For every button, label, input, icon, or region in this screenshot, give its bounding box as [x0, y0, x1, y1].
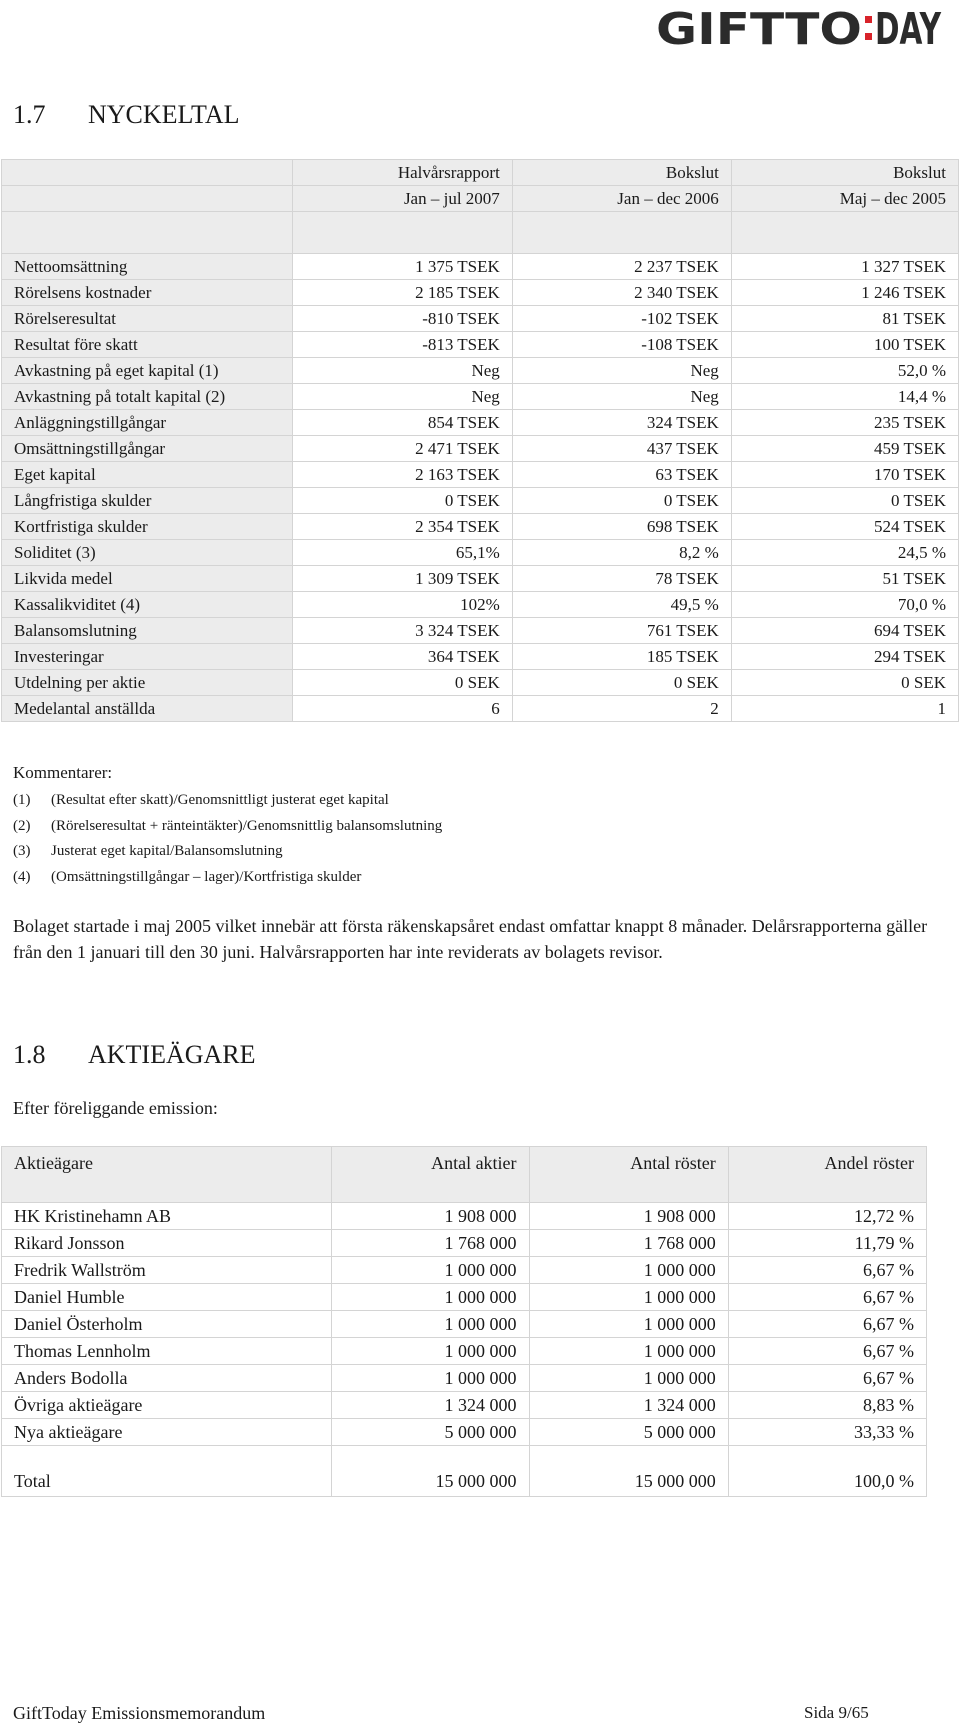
logo-colon-dot-top — [865, 16, 872, 23]
antal-aktier: 1 000 000 — [332, 1338, 529, 1365]
aktieagare-row — [2, 1284, 927, 1311]
header-col-1: Halvårsrapport — [293, 160, 513, 186]
antal-roster: 1 000 000 — [529, 1365, 728, 1392]
aktieagare-row — [2, 1392, 927, 1419]
antal-roster: 5 000 000 — [529, 1419, 728, 1446]
row-value: 0 SEK — [512, 670, 731, 696]
comment-item — [13, 814, 943, 840]
comment-item — [13, 865, 943, 891]
nyckeltal-header-row — [2, 160, 959, 186]
nyckeltal-row — [2, 540, 959, 566]
antal-aktier: 1 908 000 — [332, 1203, 529, 1230]
antal-roster: 1 000 000 — [529, 1338, 728, 1365]
aktieagare-total-row — [2, 1446, 927, 1497]
comment-text: (Resultat efter skatt)/Genomsnittligt justerat eget kapital — [51, 792, 389, 808]
row-value: 2 471 TSEK — [293, 436, 513, 462]
shareholder-name: Nya aktieägare — [2, 1419, 332, 1446]
header-col-2-period: Jan – dec 2006 — [512, 186, 731, 212]
row-label: Långfristiga skulder — [2, 488, 293, 514]
row-value: 2 354 TSEK — [293, 514, 513, 540]
giftoday-logo — [656, 4, 942, 50]
aktieagare-row — [2, 1230, 927, 1257]
row-value: 294 TSEK — [731, 644, 958, 670]
antal-roster: 1 000 000 — [529, 1284, 728, 1311]
row-label: Rörelsens kostnader — [2, 280, 293, 306]
row-value: 0 TSEK — [731, 488, 958, 514]
row-value: 51 TSEK — [731, 566, 958, 592]
nyckeltal-row — [2, 436, 959, 462]
row-value: 8,2 % — [512, 540, 731, 566]
row-value: 100 TSEK — [731, 332, 958, 358]
aktieagare-row — [2, 1257, 927, 1284]
nyckeltal-row — [2, 280, 959, 306]
aktieagare-row — [2, 1365, 927, 1392]
antal-aktier: 15 000 000 — [332, 1446, 529, 1497]
andel-roster: 100,0 % — [728, 1446, 926, 1497]
comment-number: (4) — [13, 868, 31, 885]
section-heading-nyckeltal — [13, 100, 240, 130]
svg-text:GIFTTO: GIFTTO — [656, 4, 862, 50]
row-value: 0 SEK — [293, 670, 513, 696]
shareholder-name: Anders Bodolla — [2, 1365, 332, 1392]
row-value: 2 237 TSEK — [512, 254, 731, 280]
antal-aktier: 1 000 000 — [332, 1311, 529, 1338]
section-title: NYCKELTAL — [88, 100, 240, 129]
row-value: 235 TSEK — [731, 410, 958, 436]
comment-text: (Rörelseresultat + ränteintäkter)/Genomsnittlig balansomslutning — [51, 817, 443, 834]
shareholder-name: Övriga aktieägare — [2, 1392, 332, 1419]
shareholder-name: Daniel Österholm — [2, 1311, 332, 1338]
logo-colon-dot-bottom — [865, 33, 872, 40]
row-value: 3 324 TSEK — [293, 618, 513, 644]
comment-item — [13, 788, 943, 814]
comment-text: Justerat eget kapital/Balansomslutning — [51, 843, 283, 859]
row-value: 1 327 TSEK — [731, 254, 958, 280]
comment-number: (1) — [13, 792, 31, 808]
andel-roster: 6,67 % — [728, 1365, 926, 1392]
nyckeltal-table — [1, 159, 959, 722]
nyckeltal-row — [2, 670, 959, 696]
nyckeltal-row — [2, 306, 959, 332]
andel-roster: 6,67 % — [728, 1257, 926, 1284]
shareholder-name: Fredrik Wallström — [2, 1257, 332, 1284]
row-value: 1 375 TSEK — [293, 254, 513, 280]
nyckeltal-header-spacer — [2, 212, 959, 254]
nyckeltal-row — [2, 644, 959, 670]
header-col-1-period: Jan – jul 2007 — [293, 186, 513, 212]
row-value: -108 TSEK — [512, 332, 731, 358]
row-value: 524 TSEK — [731, 514, 958, 540]
comment-item — [13, 839, 943, 865]
nyckeltal-row — [2, 332, 959, 358]
row-value: 1 246 TSEK — [731, 280, 958, 306]
row-value: 81 TSEK — [731, 306, 958, 332]
antal-roster: 15 000 000 — [529, 1446, 728, 1497]
comment-number: (2) — [13, 817, 31, 834]
comment-number: (3) — [13, 843, 31, 859]
antal-aktier: 1 000 000 — [332, 1365, 529, 1392]
section-number: 1.8 — [13, 1040, 46, 1069]
nyckeltal-row — [2, 384, 959, 410]
header-andel-roster: Andel röster — [728, 1147, 926, 1203]
row-value: Neg — [293, 358, 513, 384]
row-value: 854 TSEK — [293, 410, 513, 436]
row-label: Utdelning per aktie — [2, 670, 293, 696]
comments-title: Kommentarer: — [13, 763, 113, 782]
nyckeltal-row — [2, 618, 959, 644]
antal-aktier: 1 324 000 — [332, 1392, 529, 1419]
andel-roster: 8,83 % — [728, 1392, 926, 1419]
row-label: Soliditet (3) — [2, 540, 293, 566]
nyckeltal-row — [2, 358, 959, 384]
info-paragraph: Bolaget startade i maj 2005 vilket innebär att första räkenskapsåret endast omfattar knappt 8 månader. Delårsrapporterna gäller från den 1 januari till den 30 juni. Halvårsrapporten har inte reviderats av bolagets revisor. — [13, 916, 928, 962]
spacer-cell — [293, 212, 513, 254]
row-label: Likvida medel — [2, 566, 293, 592]
header-col-3: Bokslut — [731, 160, 958, 186]
nyckeltal-row — [2, 462, 959, 488]
row-value: 2 340 TSEK — [512, 280, 731, 306]
row-label: Anläggningstillgångar — [2, 410, 293, 436]
aktieagare-row — [2, 1203, 927, 1230]
aktieagare-row — [2, 1419, 927, 1446]
section-title: AKTIEÄGARE — [88, 1040, 256, 1069]
row-value: Neg — [293, 384, 513, 410]
antal-aktier: 1 000 000 — [332, 1257, 529, 1284]
row-value: 63 TSEK — [512, 462, 731, 488]
row-value: Neg — [512, 358, 731, 384]
row-label: Avkastning på eget kapital (1) — [2, 358, 293, 384]
row-value: 185 TSEK — [512, 644, 731, 670]
nyckeltal-row — [2, 254, 959, 280]
row-value: 1 — [731, 696, 958, 722]
andel-roster: 11,79 % — [728, 1230, 926, 1257]
row-value: 324 TSEK — [512, 410, 731, 436]
header-col-2: Bokslut — [512, 160, 731, 186]
spacer-cell — [731, 212, 958, 254]
row-label: Nettoomsättning — [2, 254, 293, 280]
antal-aktier: 1 000 000 — [332, 1284, 529, 1311]
row-value: 14,4 % — [731, 384, 958, 410]
spacer-cell — [512, 212, 731, 254]
row-value: 459 TSEK — [731, 436, 958, 462]
comments-list — [13, 788, 943, 890]
row-value: 0 SEK — [731, 670, 958, 696]
spacer-cell — [2, 212, 293, 254]
section-heading-aktieagare — [13, 1040, 256, 1070]
andel-roster: 12,72 % — [728, 1203, 926, 1230]
aktieagare-header-row — [2, 1147, 927, 1203]
antal-roster: 1 768 000 — [529, 1230, 728, 1257]
antal-roster: 1 000 000 — [529, 1257, 728, 1284]
antal-roster: 1 324 000 — [529, 1392, 728, 1419]
andel-roster: 6,67 % — [728, 1338, 926, 1365]
andel-roster: 33,33 % — [728, 1419, 926, 1446]
row-value: -102 TSEK — [512, 306, 731, 332]
nyckeltal-row — [2, 488, 959, 514]
row-value: 65,1% — [293, 540, 513, 566]
row-value: 0 TSEK — [293, 488, 513, 514]
shareholder-name: Daniel Humble — [2, 1284, 332, 1311]
row-value: 70,0 % — [731, 592, 958, 618]
row-value: 170 TSEK — [731, 462, 958, 488]
row-value: 437 TSEK — [512, 436, 731, 462]
comment-text: (Omsättningstillgångar – lager)/Kortfristiga skulder — [51, 868, 362, 885]
row-value: Neg — [512, 384, 731, 410]
shareholder-name: Total — [2, 1446, 332, 1497]
intro-text: Efter föreliggande emission: — [13, 1098, 218, 1118]
footer-page-number: Sida 9/65 — [804, 1703, 869, 1722]
row-value: -810 TSEK — [293, 306, 513, 332]
row-value: 6 — [293, 696, 513, 722]
row-value: 1 309 TSEK — [293, 566, 513, 592]
andel-roster: 6,67 % — [728, 1311, 926, 1338]
nyckeltal-row — [2, 696, 959, 722]
row-value: 694 TSEK — [731, 618, 958, 644]
header-empty-cell — [2, 160, 293, 186]
row-label: Avkastning på totalt kapital (2) — [2, 384, 293, 410]
andel-roster: 6,67 % — [728, 1284, 926, 1311]
row-value: 364 TSEK — [293, 644, 513, 670]
footer-document-title: GiftToday Emissionsmemorandum — [13, 1703, 266, 1723]
row-value: 698 TSEK — [512, 514, 731, 540]
shareholder-name: HK Kristinehamn AB — [2, 1203, 332, 1230]
nyckeltal-row — [2, 514, 959, 540]
antal-aktier: 5 000 000 — [332, 1419, 529, 1446]
antal-aktier: 1 768 000 — [332, 1230, 529, 1257]
aktieagare-row — [2, 1338, 927, 1365]
row-value: -813 TSEK — [293, 332, 513, 358]
nyckeltal-row — [2, 592, 959, 618]
row-label: Resultat före skatt — [2, 332, 293, 358]
row-value: 2 185 TSEK — [293, 280, 513, 306]
row-value: 2 — [512, 696, 731, 722]
header-empty-cell — [2, 186, 293, 212]
section-number: 1.7 — [13, 100, 46, 129]
antal-roster: 1 908 000 — [529, 1203, 728, 1230]
aktieagare-table — [1, 1146, 927, 1497]
shareholder-name: Rikard Jonsson — [2, 1230, 332, 1257]
header-col-3-period: Maj – dec 2005 — [731, 186, 958, 212]
row-value: 49,5 % — [512, 592, 731, 618]
row-label: Rörelseresultat — [2, 306, 293, 332]
row-label: Eget kapital — [2, 462, 293, 488]
row-value: 761 TSEK — [512, 618, 731, 644]
header-antal-roster: Antal röster — [529, 1147, 728, 1203]
row-value: 78 TSEK — [512, 566, 731, 592]
row-label: Kortfristiga skulder — [2, 514, 293, 540]
comments-block — [13, 763, 943, 890]
row-label: Omsättningstillgångar — [2, 436, 293, 462]
nyckeltal-header-row-2 — [2, 186, 959, 212]
aktieagare-row — [2, 1311, 927, 1338]
svg-text:DAY: DAY — [875, 4, 942, 50]
row-value: 102% — [293, 592, 513, 618]
row-value: 24,5 % — [731, 540, 958, 566]
nyckeltal-row — [2, 566, 959, 592]
antal-roster: 1 000 000 — [529, 1311, 728, 1338]
row-value: 52,0 % — [731, 358, 958, 384]
nyckeltal-row — [2, 410, 959, 436]
shareholder-name: Thomas Lennholm — [2, 1338, 332, 1365]
row-label: Balansomslutning — [2, 618, 293, 644]
row-label: Kassalikviditet (4) — [2, 592, 293, 618]
row-label: Medelantal anställda — [2, 696, 293, 722]
row-label: Investeringar — [2, 644, 293, 670]
header-antal-aktier: Antal aktier — [332, 1147, 529, 1203]
row-value: 0 TSEK — [512, 488, 731, 514]
header-aktieagare: Aktieägare — [2, 1147, 332, 1203]
row-value: 2 163 TSEK — [293, 462, 513, 488]
giftoday-logo-wordmark — [656, 4, 942, 50]
